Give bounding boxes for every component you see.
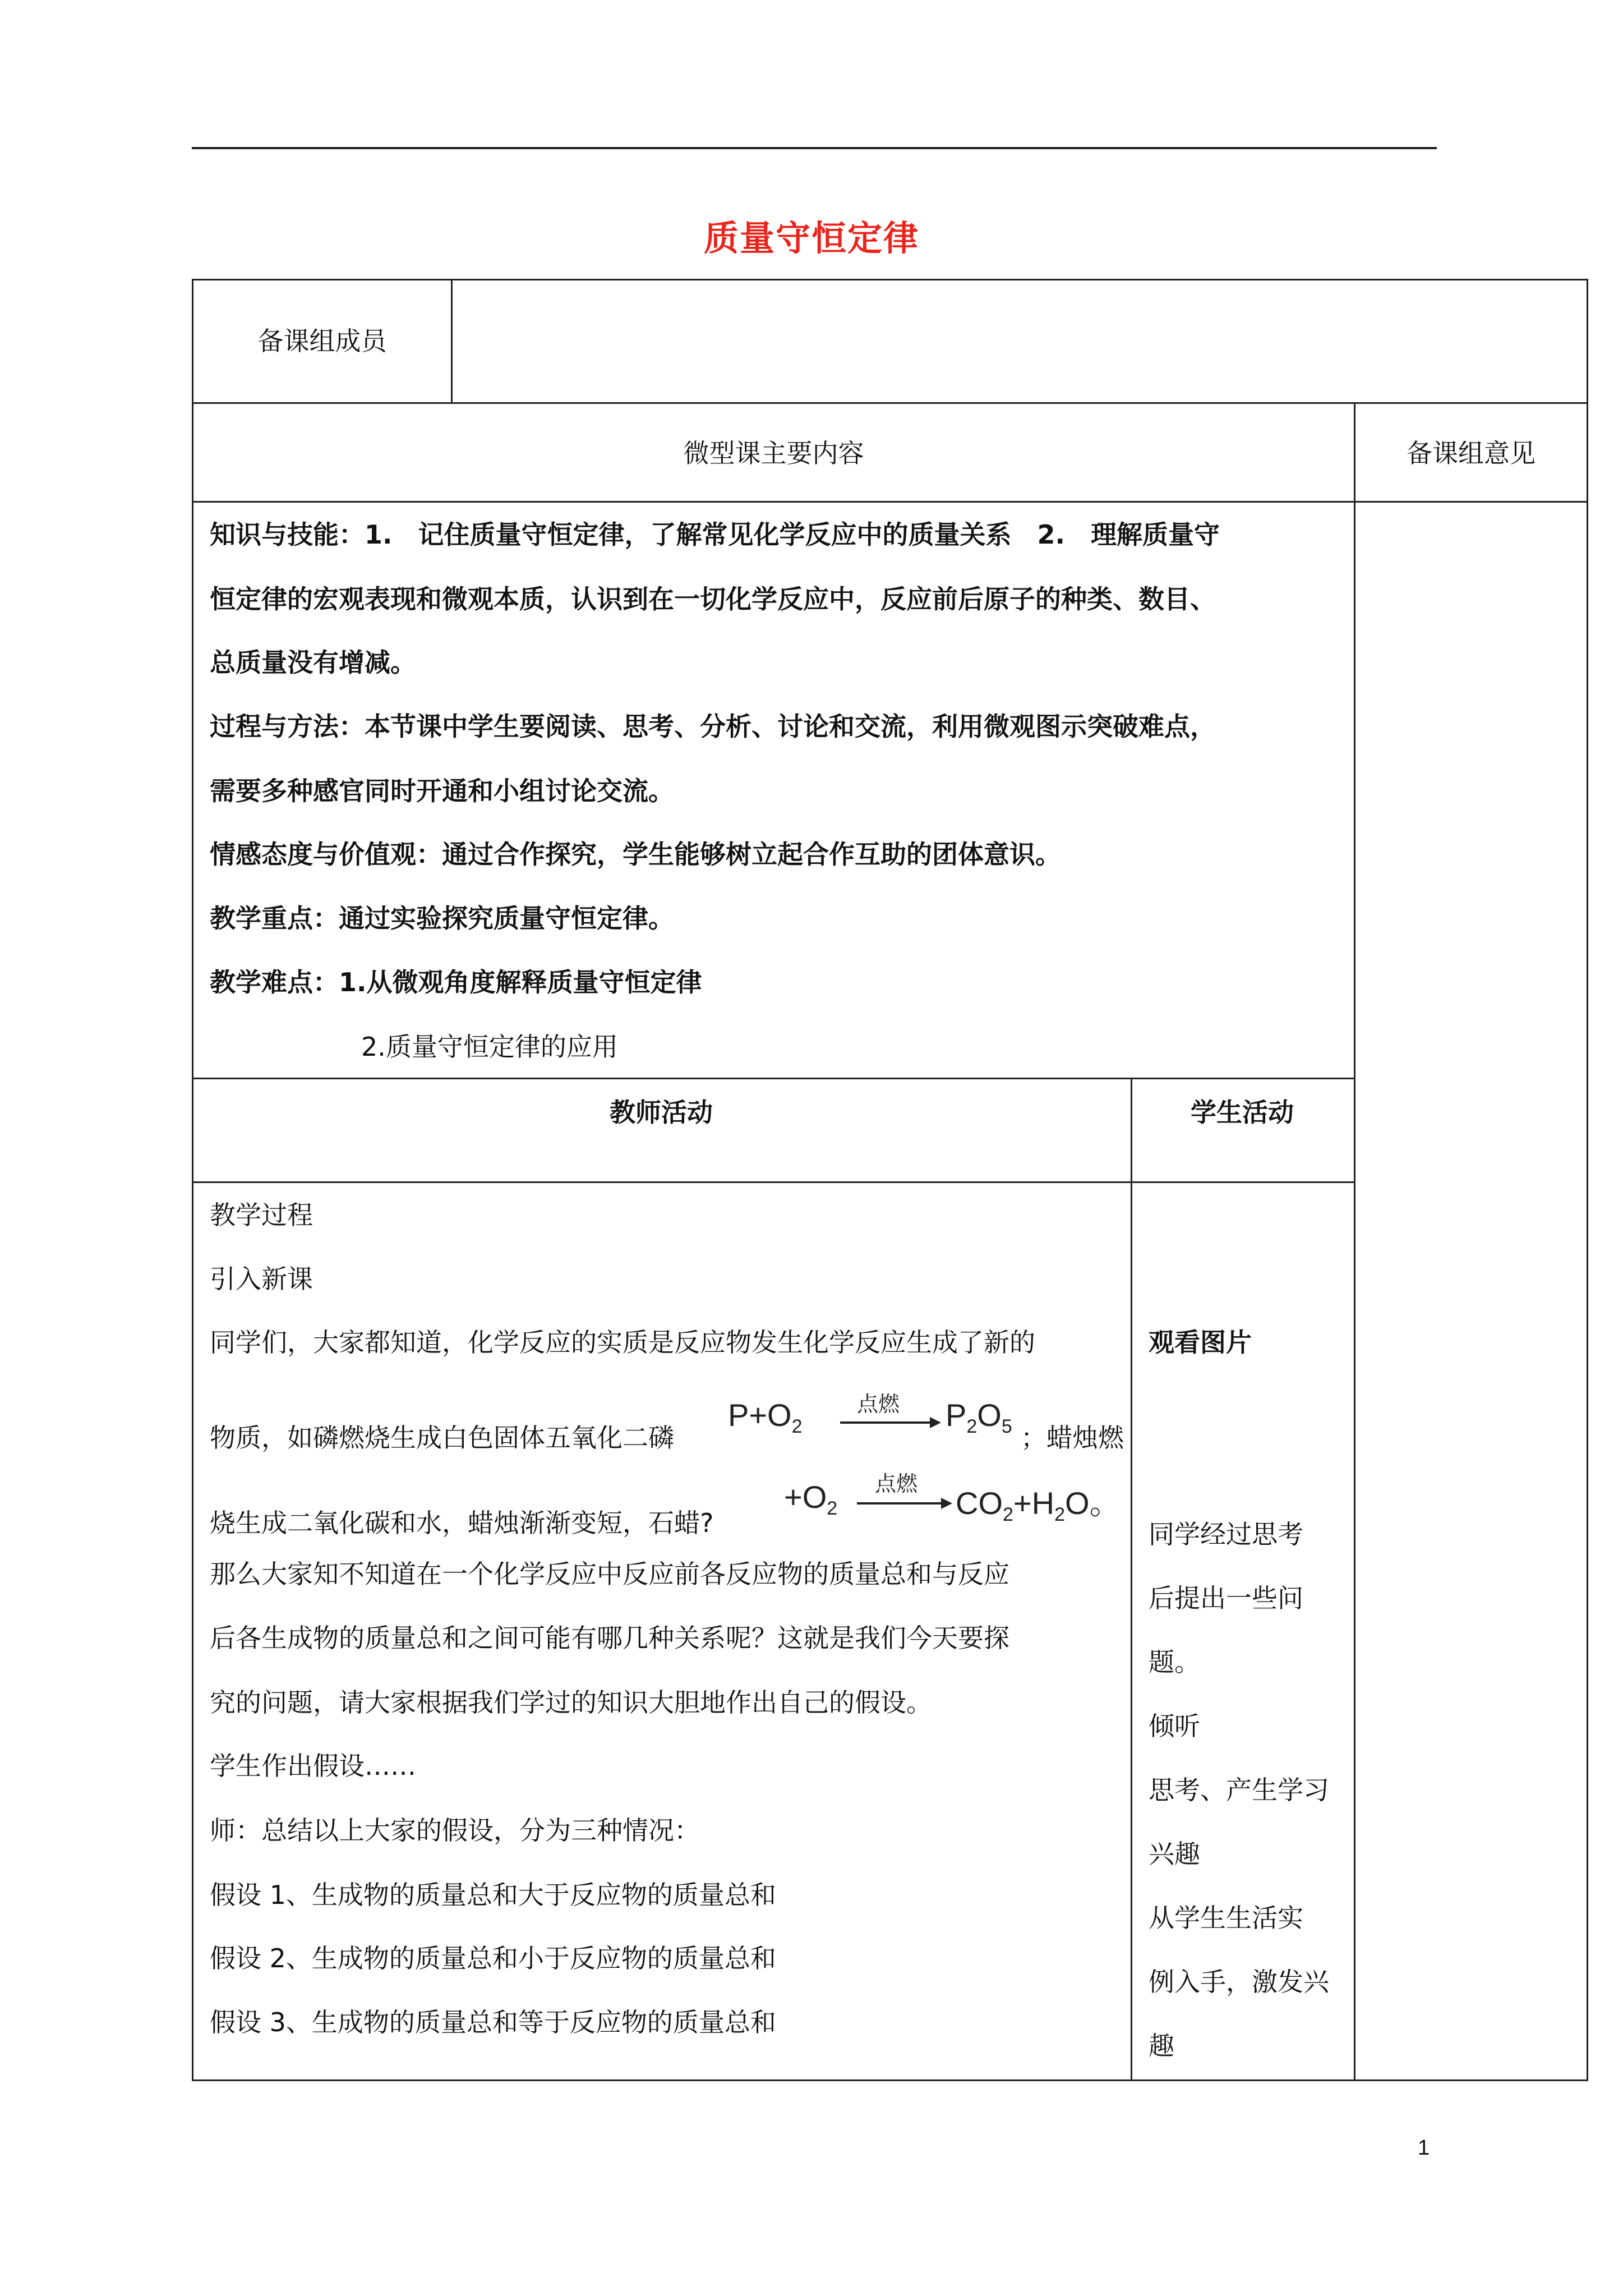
header-rule: [192, 147, 1437, 149]
objective-line: 情感态度与价值观：通过合作探究，学生能够树立起合作互助的团体意识。: [210, 839, 1061, 869]
objective-line: 教学难点：1.从微观角度解释质量守恒定律: [210, 967, 702, 997]
row-divider: [192, 402, 1588, 404]
teacher-line: 学生作出假设……: [210, 1751, 416, 1781]
teacher-line: 同学们，大家都知道，化学反应的实质是反应物发生化学反应生成了新的: [210, 1327, 1035, 1358]
members-value: [453, 280, 1587, 402]
student-line: 题。: [1149, 1647, 1200, 1677]
table-border-left: [192, 279, 193, 2081]
opinion-label: 备课组意见: [1407, 438, 1536, 468]
teacher-line: 烧生成二氧化碳和水，蜡烛渐渐变短，石蜡?: [210, 1508, 714, 1538]
student-line: 后提出一些问: [1149, 1583, 1303, 1613]
eq1-reactant: $P+O_2$: [728, 1397, 803, 1438]
student-line: 趣: [1149, 2031, 1174, 2061]
eq1-arrow-icon: [840, 1416, 941, 1429]
teacher-line: 那么大家知不知道在一个化学反应中反应前各反应物的质量总和与反应: [210, 1559, 1009, 1589]
eq1-condition: 点燃: [857, 1392, 900, 1416]
row-divider: [192, 1181, 1355, 1183]
eq2-product: $CO_2+H_2O$。: [956, 1485, 1121, 1526]
table-border-right: [1587, 279, 1588, 2081]
teacher-line: 假设 1、生成物的质量总和大于反应物的质量总和: [210, 1880, 776, 1910]
eq2-condition: 点燃: [875, 1471, 918, 1496]
objective-line: 需要多种感官同时开通和小组讨论交流。: [210, 776, 674, 806]
student-line: 观看图片: [1149, 1327, 1252, 1358]
student-line: 同学经过思考: [1149, 1519, 1303, 1549]
teacher-line: 师：总结以上大家的假设，分为三种情况：: [210, 1815, 700, 1846]
col-divider: [1131, 1078, 1132, 2081]
objective-line: 知识与技能：1. 记住质量守恒定律，了解常见化学反应中的质量关系 2. 理解质量守: [210, 519, 1220, 550]
student-line: 思考、产生学习: [1149, 1775, 1329, 1805]
content-label: 微型课主要内容: [683, 438, 864, 468]
teacher-line: 引入新课: [210, 1264, 313, 1294]
objective-line: 2.质量守恒定律的应用: [361, 1032, 618, 1062]
eq2-arrow-icon: [857, 1497, 952, 1510]
teacher-line: 究的问题，请大家根据我们学过的知识大胆地作出自己的假设。: [210, 1687, 932, 1718]
row-divider: [192, 501, 1588, 503]
teacher-activity-header: 教师活动: [610, 1097, 713, 1128]
objective-line: 总质量没有增减。: [210, 647, 416, 678]
student-line: 兴趣: [1149, 1839, 1200, 1869]
teacher-line: ；蜡烛燃: [1021, 1423, 1124, 1453]
teacher-line: 教学过程: [210, 1200, 313, 1230]
equation-candle: [784, 1464, 1121, 1526]
student-line: 从学生生活实: [1149, 1903, 1303, 1933]
eq2-reactant: $+O_2$: [784, 1479, 838, 1520]
teacher-line: 物质，如磷燃烧生成白色固体五氧化二磷: [210, 1423, 674, 1453]
table-border-bottom: [192, 2079, 1588, 2081]
page-number: 1: [1418, 2136, 1430, 2160]
row-divider: [192, 1078, 1355, 1079]
members-label: 备课组成员: [257, 326, 387, 356]
objective-line: 教学重点：通过实验探究质量守恒定律。: [210, 903, 674, 933]
student-line: 倾听: [1149, 1711, 1200, 1741]
equation-phosphorus: [728, 1391, 1020, 1453]
teacher-line: 后各生成物的质量总和之间可能有哪几种关系呢？这就是我们今天要探: [210, 1623, 1009, 1653]
page-title: 质量守恒定律: [703, 218, 919, 259]
col-divider: [1354, 402, 1355, 2081]
student-line: 例入手，激发兴: [1149, 1967, 1329, 1997]
objective-line: 过程与方法：本节课中学生要阅读、思考、分析、讨论和交流，利用微观图示突破难点，: [210, 711, 1216, 742]
teacher-line: 假设 2、生成物的质量总和小于反应物的质量总和: [210, 1943, 776, 1973]
teacher-line: 假设 3、生成物的质量总和等于反应物的质量总和: [210, 2007, 776, 2037]
eq1-product: $P_2O_5$: [946, 1397, 1012, 1438]
student-activity-header: 学生活动: [1191, 1097, 1294, 1128]
objective-line: 恒定律的宏观表现和微观本质，认识到在一切化学反应中，反应前后原子的种类、数目、: [210, 584, 1216, 614]
